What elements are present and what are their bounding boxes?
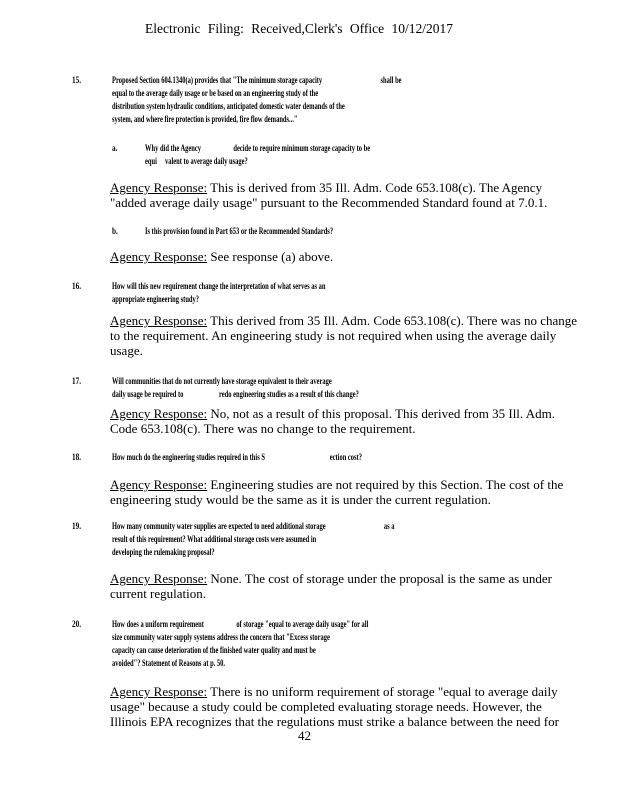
response-text: See response (a) above. <box>210 249 334 264</box>
response-label: Agency Response: <box>110 571 208 586</box>
question-line: system, and where fire protection is provided, fire flow demands..." <box>112 114 298 124</box>
question-18-text <box>112 451 362 464</box>
response-text: This derived from 35 Ill. Adm. Code 653.108(c). There was no change to the requirement. An engineering study is not required when using the average daily usage. <box>110 313 578 358</box>
response-16 <box>110 313 580 358</box>
question-line: How many community water supplies are expected to need additional storage as a <box>112 521 395 531</box>
response-text: This is derived from 35 Ill. Adm. Code 653.108(c). The Agency "added average daily usage" pursuant to the Recommended Standard found at 7.0.1. <box>110 180 548 210</box>
response-text: There is no uniform requirement of storage "equal to average daily usage" because a study could be completed evaluating storage needs. However, the Illinois EPA recognizes that the regulations must strike a balance between the need for <box>110 684 559 729</box>
question-line: Why did the Agency decide to require minimum storage capacity to be <box>145 143 371 153</box>
question-15a-text <box>145 142 370 168</box>
response-label: Agency Response: <box>110 249 208 264</box>
response-label: Agency Response: <box>110 313 208 328</box>
question-line: equal to the average daily usage or be based on an engineering study of the <box>112 88 319 98</box>
question-15b-text <box>145 225 333 238</box>
response-20 <box>110 684 580 729</box>
response-label: Agency Response: <box>110 180 208 195</box>
response-15a <box>110 180 580 210</box>
question-line: capacity can cause deterioration of the finished water quality and must be <box>112 645 316 655</box>
question-17-text <box>112 375 359 401</box>
question-20-text <box>112 618 368 670</box>
response-17 <box>110 406 580 436</box>
response-text: Engineering studies are not required by this Section. The cost of the engineering study would be the same as it is under the current regulation. <box>110 477 564 507</box>
question-line: distribution system hydraulic conditions, anticipated domestic water demands of the <box>112 101 345 111</box>
question-line: size community water supply systems address the concern that "Excess storage <box>112 632 330 642</box>
question-line: developing the rulemaking proposal? <box>112 547 215 557</box>
question-line: appropriate engineering study? <box>112 294 200 304</box>
question-20-number: 20. <box>72 619 81 629</box>
response-label: Agency Response: <box>110 406 208 421</box>
question-19-number: 19. <box>72 521 81 531</box>
filing-stamp-header: Electronic Filing: Received,Clerk's Office 10/12/2017 <box>145 21 453 36</box>
question-15a-number: a. <box>112 143 118 153</box>
response-text: No, not as a result of this proposal. This derived from 35 Ill. Adm. Code 653.108(c). There was no change to the requirement. <box>110 406 555 436</box>
question-line: How does a uniform requirement of storage "equal to average daily usage" for all <box>112 619 369 629</box>
page-number: 42 <box>298 728 311 743</box>
response-label: Agency Response: <box>110 477 208 492</box>
question-16-text <box>112 280 325 306</box>
question-line: How much do the engineering studies required in this S ection cost? <box>112 452 362 462</box>
response-18 <box>110 477 580 507</box>
question-line: How will this new requirement change the interpretation of what serves as an <box>112 281 326 291</box>
response-15b <box>110 249 580 264</box>
question-line: Is this provision found in Part 653 or the Recommended Standards? <box>145 226 334 236</box>
question-15-text <box>112 74 402 126</box>
question-line: daily usage be required to redo engineering studies as a result of this change? <box>112 389 359 399</box>
question-line: result of this requirement? What additional storage costs were assumed in <box>112 534 317 544</box>
question-15-number: 15. <box>72 75 81 85</box>
response-19 <box>110 571 580 601</box>
question-line: avoided"? Statement of Reasons at p. 50. <box>112 658 226 668</box>
response-label: Agency Response: <box>110 684 208 699</box>
question-line: Proposed Section 604.1340(a) provides that "The minimum storage capacity shall be <box>112 75 402 85</box>
question-18-number: 18. <box>72 452 81 462</box>
question-line: Will communities that do not currently have storage equivalent to their average <box>112 376 332 386</box>
question-17-number: 17. <box>72 376 81 386</box>
question-16-number: 16. <box>72 281 81 291</box>
response-text: None. The cost of storage under the proposal is the same as under current regulation. <box>110 571 553 601</box>
question-19-text <box>112 520 395 559</box>
question-15b-number: b. <box>112 226 118 236</box>
question-line: equi valent to average daily usage? <box>145 156 248 166</box>
